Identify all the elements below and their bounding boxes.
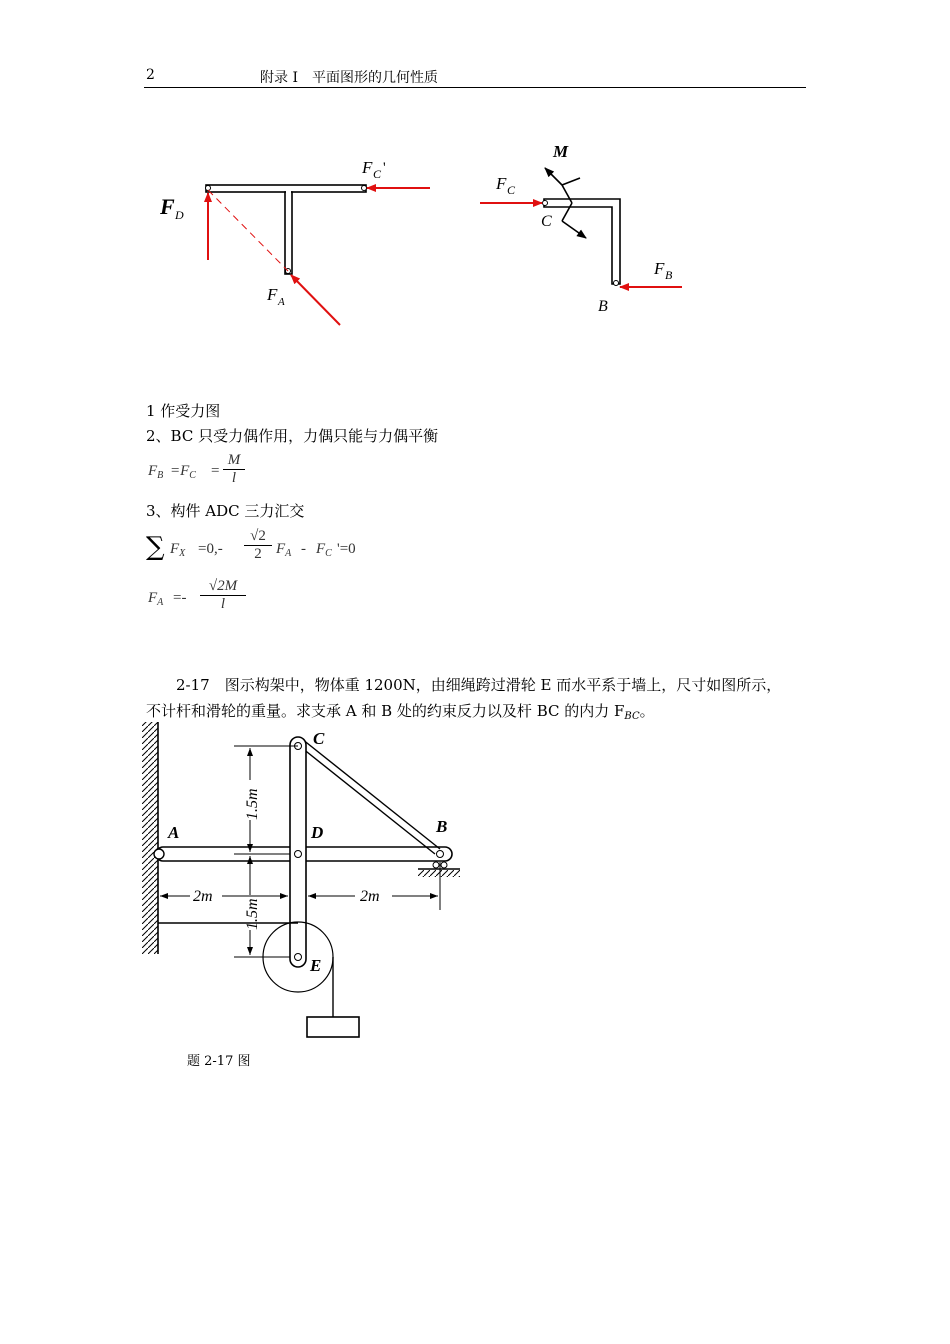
free-body-diagram <box>150 135 710 335</box>
label-c: C <box>313 729 325 748</box>
label-fc-prime: F <box>362 158 373 177</box>
eq3-eq: =- <box>173 590 187 606</box>
frame-diagram <box>130 720 480 1045</box>
eq2-fraction: $\frac{√2}{2}$ <box>244 528 272 563</box>
figure-caption: 题 2-17 图 <box>187 1054 251 1069</box>
label-fd-sub: D <box>175 208 184 222</box>
member-ce <box>290 737 306 967</box>
member-bc <box>543 199 621 286</box>
label-fc-prime-mark: ' <box>383 160 386 176</box>
header-rule <box>144 87 806 88</box>
label-a: A <box>168 823 180 842</box>
label-fb: F <box>654 259 665 278</box>
dim-right-label: 2m <box>360 888 380 905</box>
eq1-fraction: $\frac{M}{l}$ <box>223 452 245 487</box>
eq2-tail: '=0 <box>337 541 356 557</box>
label-fa-sub: A <box>278 296 285 308</box>
member-adc <box>206 185 367 274</box>
header-title: 附录 I 平面图形的几何性质 <box>260 70 438 86</box>
eq2-minus: - <box>301 541 306 557</box>
label-e: E <box>310 956 322 975</box>
label-d: D <box>311 823 324 842</box>
dim-top-label: 1.5m <box>244 788 261 820</box>
eq3-lhs: $F_A$ <box>148 590 164 608</box>
label-fc-prime-sub: C <box>373 167 382 181</box>
dim-bottom-label: 1.5m <box>244 898 261 930</box>
force-fa-arrow <box>291 275 340 325</box>
label-fc: F <box>496 174 507 193</box>
label-b: B <box>436 817 448 836</box>
problem-line-1: 2-17 图示构架中，物体重 1200N，由细绳跨过滑轮 E 而水平系于墙上，尺寸如图所示， <box>176 676 782 694</box>
support-b <box>418 862 460 877</box>
step-3: 3、构件 ADC 三力汇交 <box>146 502 305 520</box>
eq1-mid: $=F_C$ <box>170 463 196 481</box>
eq1-lhs: $F_B$ <box>148 463 164 481</box>
label-fd: F <box>160 194 175 219</box>
label-m: M <box>553 142 569 161</box>
step-1: 1 作受力图 <box>146 402 221 420</box>
label-fb-sub: B <box>665 268 673 282</box>
line-of-action <box>208 190 288 271</box>
label-fc-sub: C <box>507 183 516 197</box>
step-2: 2、BC 只受力偶作用，力偶只能与力偶平衡 <box>146 427 439 445</box>
problem-line-2: 不计杆和滑轮的重量。求支承 A 和 B 处的约束反力以及杆 BC 的内力 $F_{BC}$。 <box>146 702 655 722</box>
eq2-fa: $F_A$ <box>276 541 292 559</box>
label-fa: F <box>267 285 278 304</box>
weight-block <box>307 1017 359 1037</box>
eq2-fx: $F_X$ <box>170 541 186 559</box>
eq2-fc: $F_C$ <box>316 541 332 559</box>
label-c: C <box>541 213 552 230</box>
eq3-fraction: $\frac{√2M}{l}$ <box>200 578 246 613</box>
eq2-sigma: ∑ <box>146 532 165 562</box>
wall <box>142 722 158 954</box>
label-b: B <box>598 298 608 315</box>
eq2-eq0: =0,- <box>198 541 223 557</box>
dim-left-label: 2m <box>193 888 213 905</box>
page-number: 2 <box>146 67 155 83</box>
eq1-equals: = <box>211 463 220 479</box>
